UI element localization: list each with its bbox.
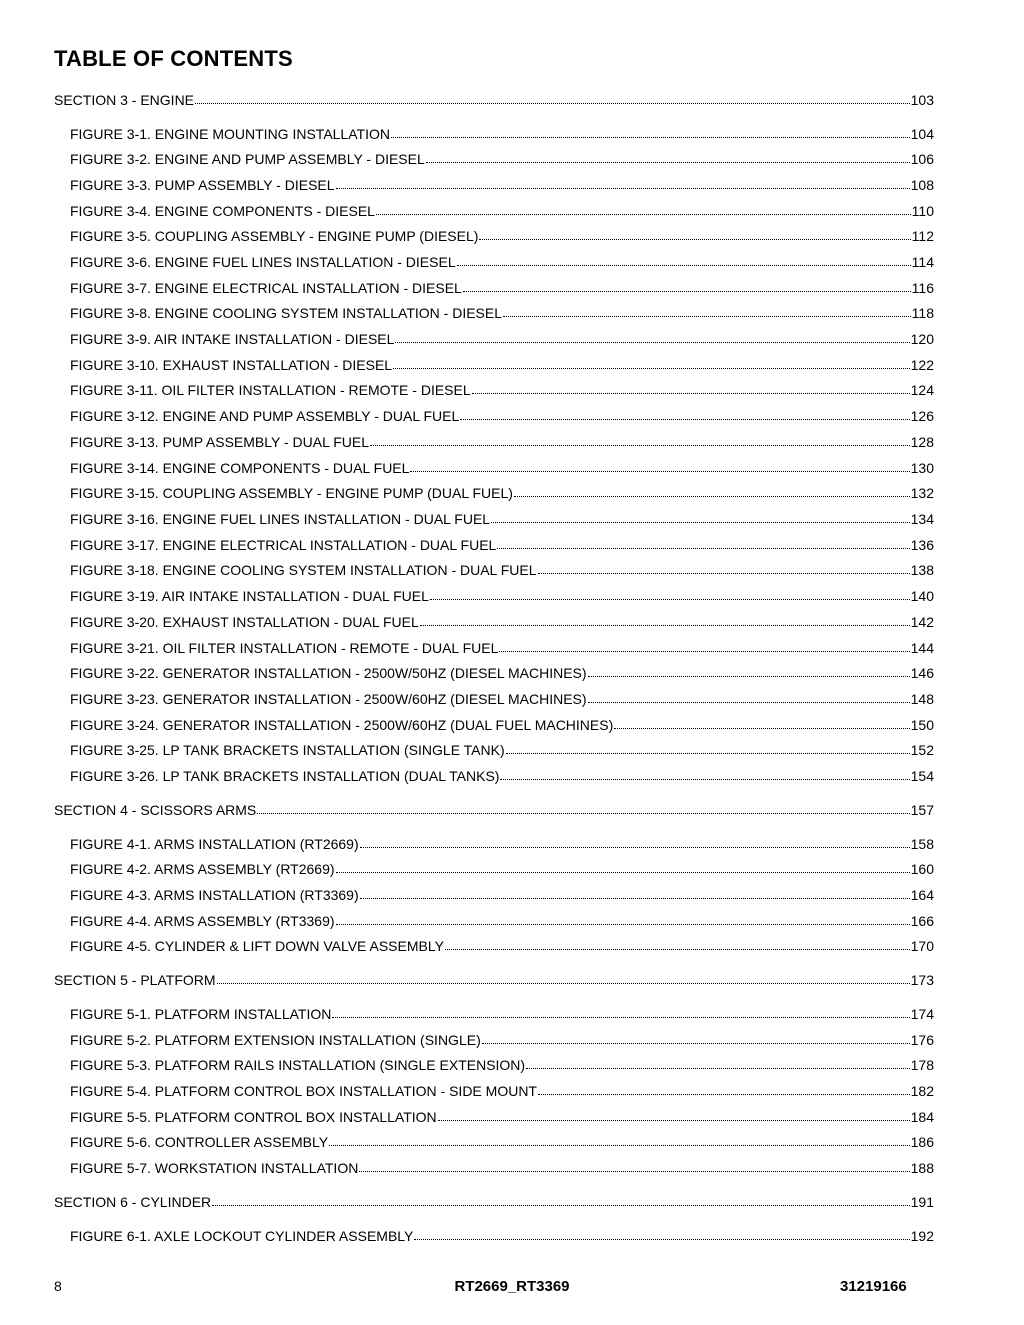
toc-entry-label: FIGURE 5-5. PLATFORM CONTROL BOX INSTALLATION: [70, 1109, 437, 1125]
toc-dot-leader: [336, 861, 910, 873]
toc-entry-page: 152: [910, 742, 934, 758]
toc-figure-entry[interactable]: [70, 511, 934, 527]
toc-figure-entry[interactable]: [70, 938, 934, 954]
toc-entry-page: 103: [910, 92, 934, 108]
footer-page-number: 8: [54, 1278, 62, 1294]
toc-entry-label: FIGURE 3-20. EXHAUST INSTALLATION - DUAL FUEL: [70, 614, 419, 630]
toc-entry-page: 146: [910, 665, 934, 681]
toc-figure-entry[interactable]: [70, 887, 934, 903]
toc-entry-label: FIGURE 4-1. ARMS INSTALLATION (RT2669): [70, 836, 359, 852]
toc-section-entry[interactable]: [54, 972, 934, 988]
toc-figure-entry[interactable]: [70, 640, 934, 656]
toc-dot-leader: [336, 177, 910, 189]
toc-dot-leader: [499, 640, 909, 652]
toc-entry-label: FIGURE 4-5. CYLINDER & LIFT DOWN VALVE ASSEMBLY: [70, 938, 444, 954]
toc-entry-page: 154: [910, 768, 934, 784]
footer-model: RT2669_RT3369: [454, 1278, 570, 1295]
toc-entry-page: 191: [910, 1194, 934, 1210]
toc-entry-label: FIGURE 4-3. ARMS INSTALLATION (RT3369): [70, 887, 359, 903]
toc-dot-leader: [393, 357, 910, 369]
toc-section-entry[interactable]: [54, 1194, 934, 1210]
toc-figure-entry[interactable]: [70, 357, 934, 373]
toc-figure-entry[interactable]: [70, 331, 934, 347]
toc-dot-leader: [414, 1228, 909, 1240]
toc-figure-entry[interactable]: [70, 254, 934, 270]
toc-entry-page: 148: [910, 691, 934, 707]
toc-figure-entry[interactable]: [70, 382, 934, 398]
toc-figure-entry[interactable]: [70, 408, 934, 424]
toc-entry-label: FIGURE 3-2. ENGINE AND PUMP ASSEMBLY - DIESEL: [70, 151, 425, 167]
toc-dot-leader: [482, 1032, 910, 1044]
toc-entry-label: FIGURE 3-23. GENERATOR INSTALLATION - 2500W/60HZ (DIESEL MACHINES): [70, 691, 587, 707]
toc-dot-leader: [395, 331, 909, 343]
toc-figure-entry[interactable]: [70, 228, 934, 244]
toc-entry-page: 144: [910, 640, 934, 656]
toc-entry-page: 112: [911, 228, 934, 244]
toc-entry-label: FIGURE 4-4. ARMS ASSEMBLY (RT3369): [70, 913, 335, 929]
toc-entry-label: FIGURE 3-3. PUMP ASSEMBLY - DIESEL: [70, 177, 335, 193]
toc-figure-entry[interactable]: [70, 1134, 934, 1150]
toc-entry-page: 118: [911, 305, 934, 321]
toc-entry-page: 150: [910, 717, 934, 733]
toc-entry-page: 157: [910, 802, 934, 818]
toc-figure-entry[interactable]: [70, 1083, 934, 1099]
toc-dot-leader: [426, 151, 910, 163]
toc-entry-page: 164: [910, 887, 934, 903]
toc-dot-leader: [514, 485, 910, 497]
toc-entry-label: FIGURE 5-2. PLATFORM EXTENSION INSTALLATION (SINGLE): [70, 1032, 481, 1048]
toc-dot-leader: [329, 1134, 910, 1146]
toc-entry-label: FIGURE 3-11. OIL FILTER INSTALLATION - REMOTE - DIESEL: [70, 382, 471, 398]
toc-entry-page: 130: [910, 460, 934, 476]
toc-figure-entry[interactable]: [70, 913, 934, 929]
toc-entry-label: FIGURE 3-19. AIR INTAKE INSTALLATION - DUAL FUEL: [70, 588, 429, 604]
toc-figure-entry[interactable]: [70, 768, 934, 784]
toc-figure-entry[interactable]: [70, 1006, 934, 1022]
toc-dot-leader: [479, 228, 910, 240]
toc-dot-leader: [588, 665, 910, 677]
toc-entry-page: 158: [910, 836, 934, 852]
toc-entry-page: 182: [910, 1083, 934, 1099]
toc-entry-label: FIGURE 3-8. ENGINE COOLING SYSTEM INSTALLATION - DIESEL: [70, 305, 503, 321]
toc-dot-leader: [332, 1006, 909, 1018]
toc-entry-page: 136: [910, 537, 934, 553]
toc-entry-label: FIGURE 3-9. AIR INTAKE INSTALLATION - DIESEL: [70, 331, 395, 347]
toc-figure-entry[interactable]: [70, 1057, 934, 1073]
toc-figure-entry[interactable]: [70, 717, 934, 733]
toc-entry-page: 104: [910, 126, 934, 142]
toc-figure-entry[interactable]: [70, 485, 934, 501]
toc-entry-page: 122: [910, 357, 934, 373]
toc-entry-page: 178: [910, 1057, 934, 1073]
toc-dot-leader: [472, 382, 910, 394]
toc-figure-entry[interactable]: [70, 665, 934, 681]
toc-figure-entry[interactable]: [70, 1032, 934, 1048]
toc-dot-leader: [503, 305, 911, 317]
toc-dot-leader: [212, 1194, 910, 1206]
toc-entry-page: 188: [910, 1160, 934, 1176]
toc-figure-entry[interactable]: [70, 836, 934, 852]
toc-entry-label: FIGURE 3-1. ENGINE MOUNTING INSTALLATION: [70, 126, 390, 142]
toc-entry-label: FIGURE 3-7. ENGINE ELECTRICAL INSTALLATION - DIESEL: [70, 280, 462, 296]
toc-entry-label: FIGURE 3-6. ENGINE FUEL LINES INSTALLATION - DIESEL: [70, 254, 456, 270]
toc-entry-label: FIGURE 3-24. GENERATOR INSTALLATION - 2500W/60HZ (DUAL FUEL MACHINES): [70, 717, 614, 733]
toc-entry-page: 174: [910, 1006, 934, 1022]
toc-entry-label: FIGURE 5-7. WORKSTATION INSTALLATION: [70, 1160, 359, 1176]
toc-figure-entry[interactable]: [70, 537, 934, 553]
toc-entry-page: 173: [910, 972, 934, 988]
toc-entry-page: 116: [911, 280, 934, 296]
toc-dot-leader: [360, 836, 910, 848]
toc-entry-page: 192: [910, 1228, 934, 1244]
toc-entry-page: 110: [911, 203, 934, 219]
toc-dot-leader: [217, 972, 910, 984]
toc-entry-page: 106: [910, 151, 934, 167]
toc-entry-page: 124: [910, 382, 934, 398]
toc-entry-label: SECTION 4 - SCISSORS ARMS: [54, 802, 257, 818]
toc-dot-leader: [614, 717, 909, 729]
toc-dot-leader: [497, 537, 909, 549]
toc-entry-label: FIGURE 3-21. OIL FILTER INSTALLATION - REMOTE - DUAL FUEL: [70, 640, 499, 656]
toc-entry-label: FIGURE 6-1. AXLE LOCKOUT CYLINDER ASSEMBLY: [70, 1228, 414, 1244]
toc-figure-entry[interactable]: [70, 562, 934, 578]
toc-entry-label: SECTION 3 - ENGINE: [54, 92, 195, 108]
toc-dot-leader: [430, 588, 910, 600]
toc-entry-page: 166: [910, 913, 934, 929]
toc-dot-leader: [370, 434, 910, 446]
toc-dot-leader: [445, 938, 910, 950]
toc-figure-entry[interactable]: [70, 742, 934, 758]
toc-entry-label: FIGURE 3-4. ENGINE COMPONENTS - DIESEL: [70, 203, 375, 219]
toc-entry-page: 138: [910, 562, 934, 578]
toc-dot-leader: [195, 92, 910, 104]
toc-figure-entry[interactable]: [70, 691, 934, 707]
toc-entry-label: FIGURE 5-6. CONTROLLER ASSEMBLY: [70, 1134, 329, 1150]
toc-figure-entry[interactable]: [70, 1228, 934, 1244]
toc-figure-entry[interactable]: [70, 126, 934, 142]
toc-figure-entry[interactable]: [70, 280, 934, 296]
toc-entry-label: FIGURE 3-25. LP TANK BRACKETS INSTALLATION (SINGLE TANK): [70, 742, 505, 758]
toc-dot-leader: [491, 511, 910, 523]
toc-figure-entry[interactable]: [70, 1160, 934, 1176]
toc-entry-page: 134: [910, 511, 934, 527]
toc-entry-label: FIGURE 3-17. ENGINE ELECTRICAL INSTALLATION - DUAL FUEL: [70, 537, 497, 553]
toc-entry-label: SECTION 6 - CYLINDER: [54, 1194, 212, 1210]
toc-entry-page: 186: [910, 1134, 934, 1150]
toc-entry-label: FIGURE 3-5. COUPLING ASSEMBLY - ENGINE PUMP (DIESEL): [70, 228, 479, 244]
toc-dot-leader: [463, 280, 911, 292]
toc-figure-entry[interactable]: [70, 588, 934, 604]
toc-entry-page: 132: [910, 485, 934, 501]
toc-entry-label: FIGURE 5-4. PLATFORM CONTROL BOX INSTALLATION - SIDE MOUNT: [70, 1083, 537, 1099]
toc-entry-label: FIGURE 3-22. GENERATOR INSTALLATION - 2500W/50HZ (DIESEL MACHINES): [70, 665, 587, 681]
toc-entry-page: 140: [910, 588, 934, 604]
toc-entry-page: 142: [910, 614, 934, 630]
toc-entry-page: 126: [910, 408, 934, 424]
toc-dot-leader: [359, 1160, 909, 1172]
toc-dot-leader: [360, 887, 910, 899]
toc-dot-leader: [526, 1057, 910, 1069]
toc-entry-label: FIGURE 3-26. LP TANK BRACKETS INSTALLATION (DUAL TANKS): [70, 768, 500, 784]
toc-entry-label: FIGURE 3-15. COUPLING ASSEMBLY - ENGINE PUMP (DUAL FUEL): [70, 485, 513, 501]
toc-dot-leader: [538, 562, 910, 574]
toc-figure-entry[interactable]: [70, 151, 934, 167]
page-title: TABLE OF CONTENTS: [54, 46, 293, 71]
toc-entry-label: FIGURE 3-13. PUMP ASSEMBLY - DUAL FUEL: [70, 434, 370, 450]
toc-entry-page: 114: [911, 254, 934, 270]
toc-section-entry[interactable]: [54, 92, 934, 108]
toc-entry-label: FIGURE 3-14. ENGINE COMPONENTS - DUAL FUEL: [70, 460, 410, 476]
toc-entry-page: 184: [910, 1109, 934, 1125]
toc-section-entry[interactable]: [54, 802, 934, 818]
toc-entry-label: FIGURE 5-3. PLATFORM RAILS INSTALLATION (SINGLE EXTENSION): [70, 1057, 526, 1073]
toc-entry-label: FIGURE 3-18. ENGINE COOLING SYSTEM INSTALLATION - DUAL FUEL: [70, 562, 537, 578]
toc-dot-leader: [420, 614, 910, 626]
toc-figure-entry[interactable]: [70, 460, 934, 476]
toc-entry-page: 160: [910, 861, 934, 877]
toc-entry-page: 108: [910, 177, 934, 193]
toc-figure-entry[interactable]: [70, 305, 934, 321]
toc-entry-label: SECTION 5 - PLATFORM: [54, 972, 216, 988]
toc-dot-leader: [506, 742, 910, 754]
toc-entry-label: FIGURE 3-12. ENGINE AND PUMP ASSEMBLY - DUAL FUEL: [70, 408, 460, 424]
toc-dot-leader: [457, 254, 911, 266]
toc-dot-leader: [336, 913, 910, 925]
toc-dot-leader: [538, 1083, 910, 1095]
toc-entry-page: 170: [910, 938, 934, 954]
toc-entry-page: 120: [910, 331, 934, 347]
toc-entry-label: FIGURE 5-1. PLATFORM INSTALLATION: [70, 1006, 332, 1022]
toc-entry-label: FIGURE 4-2. ARMS ASSEMBLY (RT2669): [70, 861, 335, 877]
footer-document-number: 31219166: [840, 1278, 907, 1295]
toc-figure-entry[interactable]: [70, 861, 934, 877]
toc-figure-entry[interactable]: [70, 434, 934, 450]
toc-dot-leader: [376, 203, 911, 215]
toc-figure-entry[interactable]: [70, 614, 934, 630]
toc-dot-leader: [438, 1109, 910, 1121]
toc-entry-page: 176: [910, 1032, 934, 1048]
toc-figure-entry[interactable]: [70, 203, 934, 219]
toc-dot-leader: [460, 408, 909, 420]
toc-dot-leader: [391, 126, 910, 138]
toc-dot-leader: [588, 691, 910, 703]
toc-entry-page: 128: [910, 434, 934, 450]
toc-dot-leader: [500, 768, 909, 780]
toc-entry-label: FIGURE 3-16. ENGINE FUEL LINES INSTALLATION - DUAL FUEL: [70, 511, 491, 527]
toc-dot-leader: [257, 802, 909, 814]
toc-figure-entry[interactable]: [70, 177, 934, 193]
toc-figure-entry[interactable]: [70, 1109, 934, 1125]
toc-entry-label: FIGURE 3-10. EXHAUST INSTALLATION - DIESEL: [70, 357, 393, 373]
toc-dot-leader: [410, 460, 909, 472]
